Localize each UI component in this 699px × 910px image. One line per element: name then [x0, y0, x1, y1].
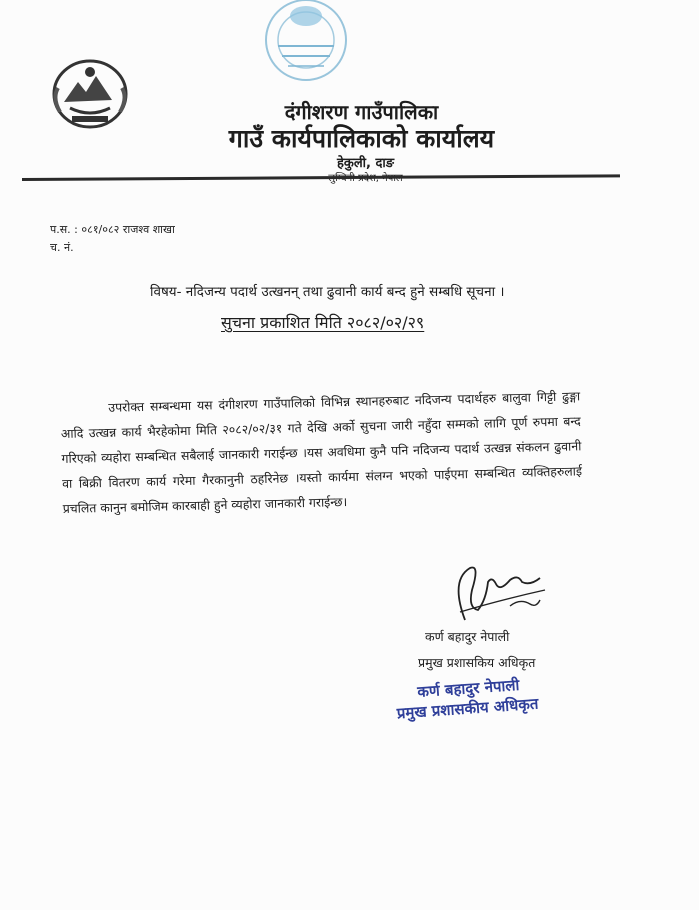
subject-line: विषय- नदिजन्य पदार्थ उत्खनन् तथा ढुवानी कार्य बन्द हुने सम्बधि सूचना ।: [150, 284, 505, 300]
stamp-title: प्रमुख प्रशासकीय अधिकृत: [396, 694, 539, 723]
office-name: गाउँ कार्यपालिकाको कार्यालय: [228, 124, 495, 153]
office-address: हेकुली, दाङ: [336, 156, 395, 171]
province-line: लुम्बिनी प्रदेश, नेपाल: [328, 173, 403, 184]
reference-number: प.स. : ०८१/०८२ राजश्व शाखा: [50, 223, 175, 236]
signer-title: प्रमुख प्रशासकिय अधिकृत: [418, 655, 536, 670]
published-date: सुचना प्रकाशित मिति २०८२/०२/२९: [221, 313, 425, 332]
notice-body: उपरोक्त सम्बन्धमा यस दंगीशरण गाउँपालिको विभिन्न स्थानहरुबाट नदिजन्य पदार्थहरु बालुवा गिट्टी ढुङ्गा आदि उत्खन्न कार्य भैरहेकोमा मिति २०८२/०२/३१ गते देखि अर्को सुचना जारी नहुँदा सम्मको लागि पूर्ण रुपमा बन्द गरिएको व्यहोरा सम्बन्धित सबैलाई जानकारी गराईन्छ ।यस अवधिमा कुनै पनि नदिजन्य पदार्थ उत्खन्न संकलन ढुवानी वा बिक्री वितरण कार्य गरेमा गैरकानुनी ठहरिनेछ ।यस्तो कार्यमा संलग्न भएको पाईएमा सम्बन्धित व्यक्तिहरुलाई प्रचलित कानुन बमोजिम कारबाही हुने व्यहोरा जानकारी गराईन्छ।: [60, 388, 583, 516]
stamp-name: कर्ण बहादुर नेपाली: [416, 675, 520, 701]
signer-name: कर्ण बहादुर नेपाली: [425, 629, 510, 644]
municipality-seal-icon: [248, 0, 358, 86]
dispatch-number: च. नं.: [50, 241, 74, 254]
official-stamp: [388, 664, 561, 732]
municipality-name: दंगीशरण गाउँपालिका: [284, 100, 439, 124]
handwritten-signature-icon: [440, 560, 550, 630]
